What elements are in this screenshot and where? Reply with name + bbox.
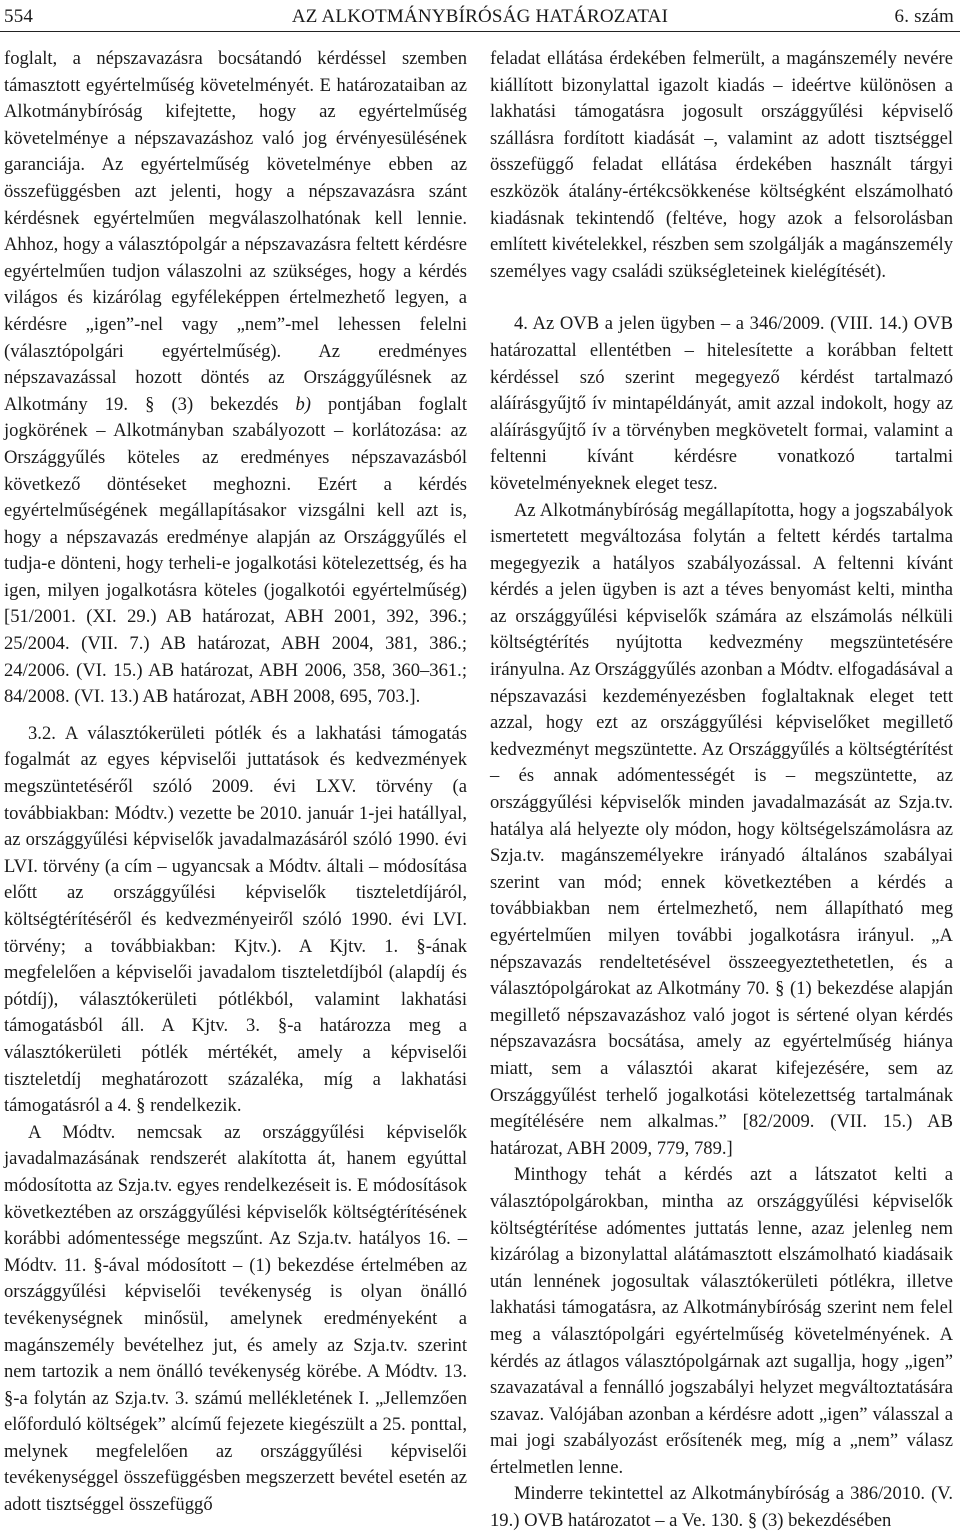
paragraph: A Módtv. nemcsak az országgyűlési képviselők javadalmazásának rendszerét alakította át, hanem egyúttal módosította az Szja.tv. egyes rendelkezéseit is. E módosítások következtében az országgyűlési képviselők költségtérítésének korábbi adómentessége megszűnt. Az Szja.tv. hatályos 16. – Módtv. 11. §-ával módosított – (1) bekezdése értelmében az országgyűlési képviselői tevékenység is olyan önálló tevékenységnek minősül, amelynek eredményeként a magánszemély bevételhez jut, és amely az Szja.tv. szerint nem tartozik a nem önálló tevékenység körébe. A Módtv. 13. §-a folytán az Szja.tv. 3. számú mellékletének I. „Jellemzően előforduló költségek” alcímű fejezete kiegészült a 25. ponttal, melynek megfelelően az országgyűlési képviselői tevékenységgel összefüggésben megszerzett bevétel esetén az adott tisztséggel összefüggő [4,1121,467,1516]
paragraph: 3.2. A választókerületi pótlék és a lakhatási támogatás fogalmát az egyes képviselői juttatások és kedvezmények megszüntetéséről szóló 2009. évi LXV. törvény (a továbbiakban: Módtv.) vezette be 2010. január 1-jei hatállyal, az országgyűlési képviselők javadalmazásáról szóló 1990. évi LVI. törvény (a cím – ugyancsak a Módtv. általi – módosítása előtt az országgyűlési képviselők tiszteletdíjáról, költségtérítéséről és kedvezményeiről szóló 1990. évi LVI. törvény; a továbbiakban: Kjtv.). A Kjtv. 1. §-ának megfelelően a képviselői javadalom tiszteletdíjból (alapdíj és pótdíj), választókerületi pótlékból, valamint lakhatási támogatásból áll. A Kjtv. 3. §-a határozza meg a választókerületi pótlék mértékét, amely a képviselői tiszteletdíj meghatározott százaléka, míg a lakhatási támogatásról a 4. § rendelkezik. [4,722,467,1117]
running-title: AZ ALKOTMÁNYBÍRÓSÁG HATÁROZATAI [291,6,669,27]
italic-reference: b) [295,393,311,415]
paragraph: Minthogy tehát a kérdés azt a látszatot kelti a választópolgárokban, mintha az országgyűlési képviselők költségtérítése adómentes juttatás lenne, azaz jelenleg nem kizárólag a bizonylattal alátámasztott elszámolható kiadásaik után lennének jogosultak választókerületi pótlékra, illetve lakhatási támogatásra, az Alkotmánybíróság szerint nem felel meg a választópolgári egyértelműség követelményének. A kérdés az átlagos választópolgárnak azt sugallja, hogy „igen” szavazatával a fennálló jogszabályi helyzet megváltoztatására szavaz. Valójában azonban a kérdésre adott „igen” válasszal a mai jogi szabályozást erősítenék meg, míg a „nem” válasz értelmetlen lenne. [490,1164,953,1478]
paragraph: Minderre tekintettel az Alkotmánybíróság a 386/2010. (V. 19.) OVB határozatot – a Ve. 130. § (3) bekezdésében [490,1483,953,1532]
paragraph-text: foglalt, a népszavazásra bocsátandó kérdéssel szemben támasztott egyértelműség követelményét. E határozataiban az Alkotmánybíróság kifejtette, hogy az egyértelműség követelménye a népszavazáshoz való jog érvényesülésének garanciája. Az egyértelműség követelménye ebben az összefüggésben azt jelenti, hogy a népszavazásra szánt kérdésnek egyértelműen megválaszolhatónak kell lennie. Ahhoz, hogy a választópolgár a népszavazásra feltett kérdésre egyértelműen tudjon válaszolni az szükséges, hogy a kérdés világos és kizárólag egyféleképpen értelmezhető legyen, a kérdésre „igen”-nel vagy „nem”-mel lehessen felelni (választópolgári egyértelműség). Az eredményes népszavazással hozott döntés az Országgyűlésnek az Alkotmány 19. § (3) bekezdés [4,48,467,415]
paragraph: Az Alkotmánybíróság megállapította, hogy a jogszabályok ismertetett megváltozása folytán a feltett kérdés tartalma megegyezik a hatályos szabályozással. A feltenni kívánt kérdés a jelen ügyben is azt a téves benyomást kelti, mintha az országgyűlési képviselők számára az elszámolás nélküli költségtérítés nyújtotta kedvezmény megszüntetésére irányulna. Az Országgyűlés azonban a Módtv. elfogadásával a népszavazási kezdeményezésben foglaltaknak eleget tett azzal, hogy ezt az országgyűlési képviselőket megillető kedvezményt megszüntette. Az Országgyűlés a költségtérítést – és annak adómentességét is – megszüntette, az országgyűlési képviselők minden javadalmazását az Szja.tv. hatálya alá helyezte oly módon, hogy költségelszámolásra az Szja.tv. magánszemélyekre irányadó általános szabályai szerint van mód; ennek következtében a kérdés a továbbiakban nem értelmezhető, nem állapítható meg egyértelműen milyen további jogalkotásra irányul. „A népszavazás rendeltetésével összeegyeztethetetlen, és a választópolgárokat az Alkotmány 70. § (1) bekezdése alapján megillető népszavazáshoz való jogot is sértené olyan kérdés népszavazásra bocsátása, amely az egyértelműség hiánya miatt, sem a választói akarat kifejezésére, sem az Országgyűlést terhelő jogalkotási kötelezettség tartalmának megítélésére nem alkalmas.” [82/2009. (VII. 15.) AB határozat, ABH 2009, 779, 789.] [490,499,953,1159]
paragraph: 4. Az OVB a jelen ügyben – a 346/2009. (VIII. 14.) OVB határozattal ellentétben – hitelesítette a korábban feltett kérdéssel szó szerint megegyező kérdést tartalmazó aláírásgyűjtő ív mintapéldányát, amit azzal indokolt, hogy az aláírásgyűjtő ív a törvényben megkövetelt formai, valamint a feltenni kívánt kérdésre vonatkozó tartalmi követelményeknek eleget tesz. [490,313,953,494]
left-column [4,46,467,1519]
header-rule [0,31,960,32]
running-header [0,0,960,30]
paragraph: feladat ellátása érdekében felmerült, a magánszemély nevére kiállított bizonylattal igazolt kiadás – ideértve különösen a lakhatási támogatásra jogosult országgyűlési képviselő szállásra fordított kiadását –, valamint az adott tisztséggel összefüggő feladat ellátása érdekében használt tárgyi eszközök átalány-értékcsökkenése költségként elszámolható kiadásnak tekintendő (feltéve, hogy azok a felsorolásban említett kivételekkel, részben sem szolgálják a magánszemély személyes vagy családi szükségleteinek kielégítését). [490,48,953,282]
page-number: 554 [4,6,34,27]
paragraph-text: pontjában foglalt jogkörének – Alkotmányban szabályozott – korlátozása: az Országgyűlés köteles az eredményes népszavazásból következő döntéseket meghozni. Ezért a kérdés egyértelműségének megállapításakor vizsgálni kell azt is, hogy a népszavazás eredménye alapján az Országgyűlés el tudja-e dönteni, hogy terheli-e jogalkotási kötelezettség, és ha igen, milyen jogalkotásra köteles (jogalkotói egyértelműség) [51/2001. (XI. 29.) AB határozat, ABH 2001, 392, 396.; 25/2004. (VII. 7.) AB határozat, ABH 2004, 381, 386.; 24/2006. (VI. 15.) AB határozat, ABH 2006, 358, 360–361.; 84/2008. (VI. 13.) AB határozat, ABH 2008, 695, 703.]. [4,393,468,708]
paragraph [4,46,467,711]
issue-number: 6. szám [894,6,954,27]
right-column [490,46,953,1535]
